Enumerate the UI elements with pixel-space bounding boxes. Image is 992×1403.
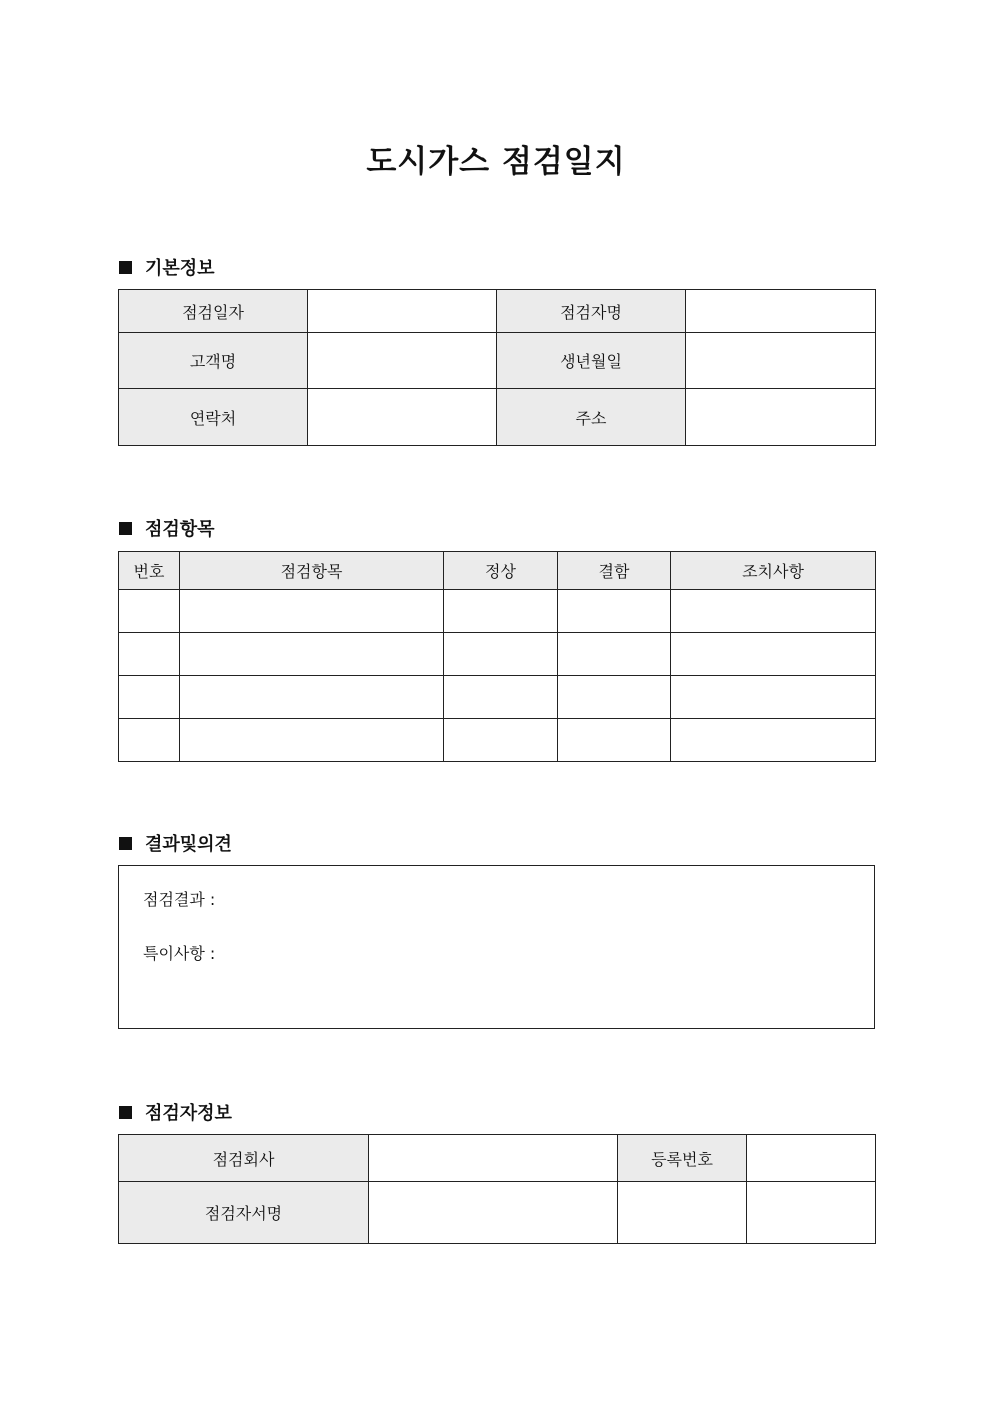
registration-number-label: 등록번호: [618, 1135, 747, 1182]
table-row: [119, 333, 876, 389]
inspector-signature-field[interactable]: [369, 1182, 618, 1244]
item-cell[interactable]: [180, 676, 444, 719]
normal-cell[interactable]: [444, 719, 558, 762]
empty-cell[interactable]: [747, 1182, 876, 1244]
number-cell[interactable]: [119, 676, 180, 719]
inspection-date-field[interactable]: [308, 290, 497, 333]
basic-info-table: [118, 289, 876, 446]
inspector-info-table: [118, 1134, 876, 1244]
contact-field[interactable]: [308, 389, 497, 446]
inspection-items-table: [118, 551, 876, 762]
inspector-signature-label: 점검자서명: [119, 1182, 369, 1244]
table-row: [119, 389, 876, 446]
defect-cell[interactable]: [558, 590, 671, 633]
address-label: 주소: [497, 389, 686, 446]
normal-cell[interactable]: [444, 590, 558, 633]
normal-cell[interactable]: [444, 633, 558, 676]
action-cell[interactable]: [671, 590, 876, 633]
document-title: 도시가스 점검일지: [366, 144, 626, 180]
company-field[interactable]: [369, 1135, 618, 1182]
table-row: [119, 676, 876, 719]
birth-date-field[interactable]: [686, 333, 876, 389]
inspection-items-heading: [119, 515, 215, 541]
number-cell[interactable]: [119, 590, 180, 633]
defect-cell[interactable]: [558, 633, 671, 676]
registration-number-field[interactable]: [747, 1135, 876, 1182]
action-cell[interactable]: [671, 676, 876, 719]
customer-name-label: 고객명: [119, 333, 308, 389]
item-cell[interactable]: [180, 633, 444, 676]
table-row: [119, 590, 876, 633]
square-bullet-icon: [119, 837, 132, 850]
column-header-action: 조치사항: [671, 552, 876, 590]
number-cell[interactable]: [119, 719, 180, 762]
results-heading-text: 결과및의견: [145, 834, 232, 855]
table-row: [119, 633, 876, 676]
item-cell[interactable]: [180, 719, 444, 762]
results-box[interactable]: [118, 865, 875, 1029]
inspection-date-label: 점검일자: [119, 290, 308, 333]
basic-info-heading-text: 기본정보: [145, 258, 215, 279]
table-row: [119, 1135, 876, 1182]
empty-cell[interactable]: [618, 1182, 747, 1244]
column-header-item: 점검항목: [180, 552, 444, 590]
address-field[interactable]: [686, 389, 876, 446]
basic-info-heading: [119, 254, 215, 280]
table-row: [119, 719, 876, 762]
defect-cell[interactable]: [558, 719, 671, 762]
table-row: [119, 290, 876, 333]
column-header-normal: 정상: [444, 552, 558, 590]
column-header-number: 번호: [119, 552, 180, 590]
inspector-name-label: 점검자명: [497, 290, 686, 333]
square-bullet-icon: [119, 261, 132, 274]
contact-label: 연락처: [119, 389, 308, 446]
action-cell[interactable]: [671, 633, 876, 676]
action-cell[interactable]: [671, 719, 876, 762]
item-cell[interactable]: [180, 590, 444, 633]
table-row: [119, 1182, 876, 1244]
number-cell[interactable]: [119, 633, 180, 676]
table-header-row: [119, 552, 876, 590]
inspector-name-field[interactable]: [686, 290, 876, 333]
inspector-info-heading-text: 점검자정보: [145, 1103, 232, 1124]
column-header-defect: 결함: [558, 552, 671, 590]
square-bullet-icon: [119, 522, 132, 535]
birth-date-label: 생년월일: [497, 333, 686, 389]
company-label: 점검회사: [119, 1135, 369, 1182]
inspection-result-label: 점검결과 :: [143, 890, 216, 909]
normal-cell[interactable]: [444, 676, 558, 719]
results-heading: [119, 830, 232, 856]
inspection-items-heading-text: 점검항목: [145, 519, 215, 540]
remarks-label: 특이사항 :: [143, 944, 216, 963]
square-bullet-icon: [119, 1106, 132, 1119]
customer-name-field[interactable]: [308, 333, 497, 389]
defect-cell[interactable]: [558, 676, 671, 719]
inspector-info-heading: [119, 1099, 232, 1125]
